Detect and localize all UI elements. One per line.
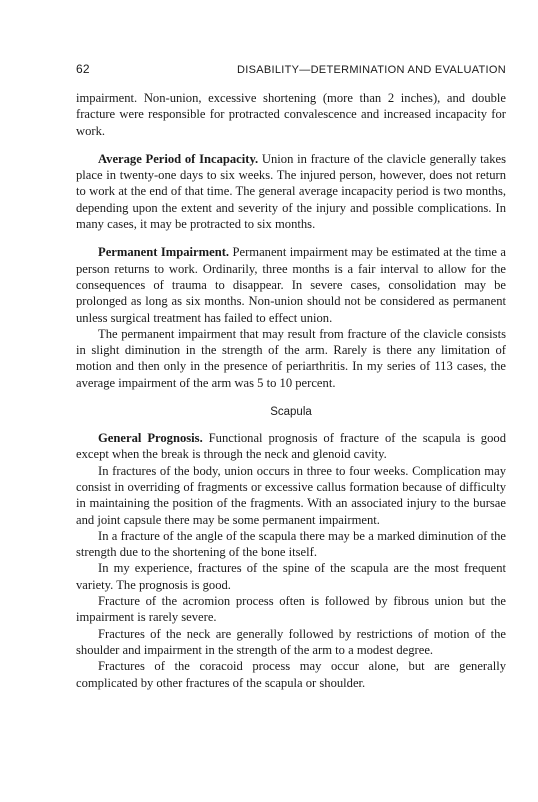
running-header <box>76 62 506 76</box>
paragraph-general-prognosis <box>76 430 506 463</box>
paragraph-neck-fracture: Fractures of the neck are generally followed by restrictions of motion of the shoulder and impairment in the strength of the arm to a modest degree. <box>76 626 506 657</box>
run-in-heading-general-prognosis: General Prognosis. <box>98 431 203 446</box>
paragraph-text: Union in fracture of the clavicle generally takes place in twenty-one days to six weeks. The injured person, however, does not return to work at the end of that time. The general average incapacity period is two months, depending upon the extent and severity of the injury and possible complications. In many cases, it may be protracted to six months. <box>76 151 506 232</box>
paragraph-acromion-fracture: Fracture of the acromion process often is followed by fibrous union but the impairment is rarely severe. <box>76 594 506 625</box>
paragraph-clavicle-impairment: The permanent impairment that may result from fracture of the clavicle consists in slight diminution in the strength of the arm. Rarely is there any limitation of motion and then only in the presence of periarthritis. In my series of 113 cases, the average impairment of the arm was 5 to 10 percent. <box>76 326 506 390</box>
paragraph-coracoid-fracture: Fractures of the coracoid process may occur alone, but are generally complicated by other fractures of the scapula or shoulder. <box>76 659 506 690</box>
paragraph-average-period <box>76 151 506 232</box>
run-in-heading-average-period: Average Period of Incapacity. <box>98 151 259 166</box>
page-number: 62 <box>76 62 90 76</box>
paragraph-text: Permanent impairment may be estimated at the time a person returns to work. Ordinarily, three months is a fair interval to allow for the consequences of trauma to disappear. In severe cases, consolidation may be prolonged as long as six months. Non-union should not be considered as permanent unless surgical treatment has failed to effect union. <box>76 245 506 325</box>
paragraph-spine-fracture: In my experience, fractures of the spine of the scapula are the most frequent variety. The prognosis is good. <box>76 561 506 592</box>
running-title: DISABILITY—DETERMINATION AND EVALUATION <box>236 64 506 76</box>
section-heading-scapula: Scapula <box>270 406 312 419</box>
paragraph-body-fractures: In fractures of the body, union occurs in three to four weeks. Complication may consist in overriding of fragments or excessive callus formation because of difficulty in maintaining the position of the fragments. With an associated injury to the bursae and joint capsule there may be some permanent impairment. <box>76 463 506 527</box>
paragraph-angle-fracture: In a fracture of the angle of the scapula there may be a marked diminution of the strength due to the shortening of the bone itself. <box>76 528 506 560</box>
book-page <box>76 62 506 691</box>
paragraph-text: Functional prognosis of fracture of the scapula is good except when the break is through the neck and glenoid cavity. <box>76 431 506 462</box>
run-in-heading-permanent-impairment: Permanent Impairment. <box>98 245 230 260</box>
paragraph-permanent-impairment <box>76 244 506 325</box>
paragraph-continuation: impairment. Non-union, excessive shortening (more than 2 inches), and double fracture were responsible for protracted convalescence and increased incapacity for work. <box>76 91 506 138</box>
